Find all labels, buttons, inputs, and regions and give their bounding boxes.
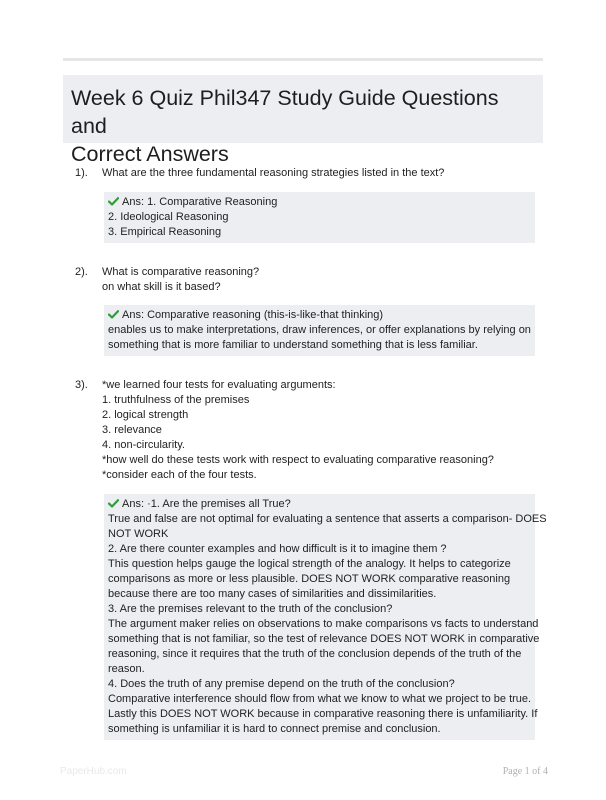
question-text: [102, 166, 534, 181]
question-line: 4. non-circularity.: [102, 439, 185, 451]
title-banner: [63, 75, 543, 166]
answer-line: because there are too many cases of similarities and dissimilarities.: [108, 588, 437, 600]
question-text: [102, 378, 534, 483]
answer-line: NOT WORK: [108, 528, 169, 540]
answer-line: something that is more familiar to understand something that is less familiar.: [108, 339, 478, 351]
page-title: [71, 84, 535, 168]
answer-box-2: [104, 305, 535, 356]
page-title-line-1: Week 6 Quiz Phil347 Study Guide Questions and: [71, 86, 499, 138]
checkmark-icon: [108, 499, 119, 508]
answer-first-line: Ans: ·1. Are the premises all True?: [122, 498, 291, 510]
top-divider: [63, 58, 543, 61]
question-line: 3. relevance: [102, 424, 162, 436]
answer-line: enables us to make interpretations, draw inferences, or offer explanations by relying on: [108, 324, 531, 336]
answer-line: 3. Are the premises relevant to the truth of the conclusion?: [108, 603, 393, 615]
checkmark-icon: [108, 310, 119, 319]
question-line: 2. logical strength: [102, 409, 189, 421]
question-line: *we learned four tests for evaluating arguments:: [102, 379, 336, 391]
question-number: 3).: [75, 379, 88, 391]
answer-line: something is unfamiliar it is hard to connect premise and conclusion.: [108, 723, 441, 735]
answer-line: True and false are not optimal for evaluating a sentence that asserts a comparison- DOES: [108, 513, 547, 525]
question-line: What are the three fundamental reasoning strategies listed in the text?: [102, 167, 445, 179]
question-line: 1. truthfulness of the premises: [102, 394, 250, 406]
answer-first-line: Ans: Comparative reasoning (this-is-like-that thinking): [122, 309, 384, 321]
answer-line: Lastly this DOES NOT WORK because in comparative reasoning there is unfamiliarity. If: [108, 708, 538, 720]
answer-line: reasoning, since it requires that the truth of the conclusion depends of the truth of the: [108, 648, 522, 660]
answer-line: reason.: [108, 663, 145, 675]
answer-line: 2. Ideological Reasoning: [108, 211, 229, 223]
answer-box-1: [104, 192, 535, 243]
question-line: *consider each of the four tests.: [102, 469, 257, 481]
answer-line: something that is not familiar, so the test of relevance DOES NOT WORK in comparative: [108, 633, 540, 645]
answer-line: [108, 497, 531, 512]
page-indicator: Page 1 of 4: [502, 766, 548, 777]
question-body: [102, 265, 534, 295]
answer-box-3: [104, 494, 547, 740]
question-line: *how well do these tests work with respect to evaluating comparative reasoning?: [102, 454, 494, 466]
answer-line: [108, 308, 531, 323]
footer-watermark: PaperHub.com: [60, 766, 127, 777]
question-number: 1).: [75, 167, 88, 179]
answer-line: 4. Does the truth of any premise depend on the truth of the conclusion?: [108, 678, 455, 690]
answer-line: This question helps gauge the logical strength of the analogy. It helps to categorize: [108, 558, 511, 570]
answer-line: 2. Are there counter examples and how difficult is it to imagine them ?: [108, 543, 447, 555]
question-body: [102, 166, 534, 181]
answer-line: Comparative interference should flow from what we know to what we project to be true.: [108, 693, 532, 705]
question-number: 2).: [75, 266, 88, 278]
page-title-line-2: Correct Answers: [71, 142, 229, 166]
answer-line: comparisons as more or less plausible. DOES NOT WORK comparative reasoning: [108, 573, 511, 585]
question-line: on what skill is it based?: [102, 281, 221, 293]
answer-line: [108, 195, 531, 210]
question-line: What is comparative reasoning?: [102, 266, 260, 278]
answer-line: The argument maker relies on observations to make comparisons vs facts to understand: [108, 618, 539, 630]
answer-line: 3. Empirical Reasoning: [108, 226, 222, 238]
question-body: [102, 378, 534, 483]
question-text: [102, 265, 534, 295]
answer-first-line: Ans: 1. Comparative Reasoning: [122, 196, 278, 208]
checkmark-icon: [108, 197, 119, 206]
